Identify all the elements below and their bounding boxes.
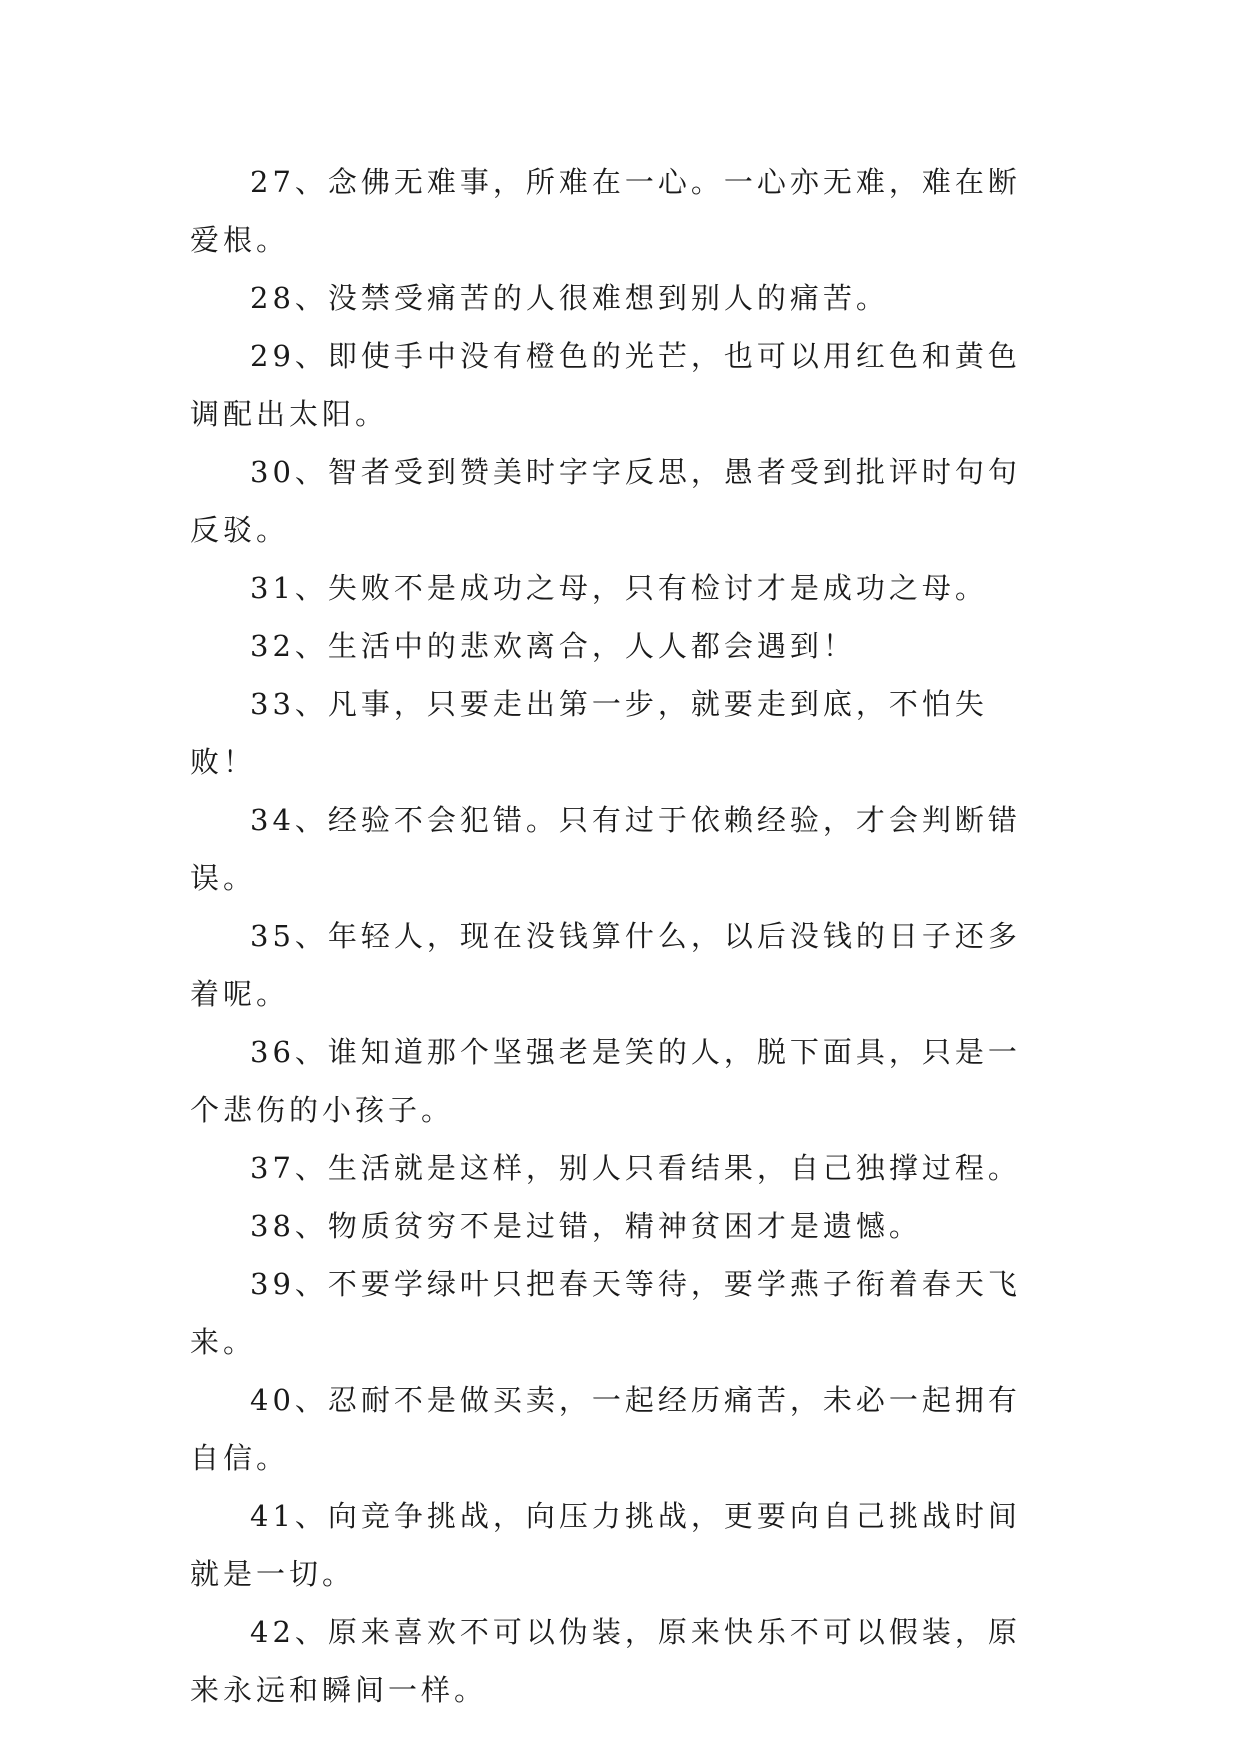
paragraph-27: 27、念佛无难事，所难在一心。一心亦无难，难在断爱根。 [190, 165, 1021, 257]
paragraph-37: 37、生活就是这样，别人只看结果，自己独撑过程。 [250, 1151, 1021, 1185]
paragraph-40: 40、忍耐不是做买卖，一起经历痛苦，未必一起拥有自信。 [190, 1383, 1021, 1475]
paragraph-38: 38、物质贫穷不是过错，精神贫困才是遗憾。 [250, 1209, 922, 1243]
paragraph-28: 28、没禁受痛苦的人很难想到别人的痛苦。 [250, 281, 889, 315]
paragraph-32: 32、生活中的悲欢离合，人人都会遇到！ [250, 629, 856, 663]
paragraph-42: 42、原来喜欢不可以伪装，原来快乐不可以假装，原来永远和瞬间一样。 [190, 1615, 1021, 1707]
paragraph-29: 29、即使手中没有橙色的光芒，也可以用红色和黄色调配出太阳。 [190, 339, 1021, 431]
paragraph-36: 36、谁知道那个坚强老是笑的人，脱下面具，只是一个悲伤的小孩子。 [190, 1035, 1021, 1127]
paragraph-39: 39、不要学绿叶只把春天等待，要学燕子衔着春天飞来。 [190, 1267, 1021, 1359]
paragraph-33: 33、凡事，只要走出第一步，就要走到底，不怕失败！ [190, 687, 988, 779]
paragraph-34: 34、经验不会犯错。只有过于依赖经验，才会判断错误。 [190, 803, 1021, 895]
paragraph-41: 41、向竞争挑战，向压力挑战，更要向自己挑战时间就是一切。 [190, 1499, 1021, 1591]
paragraph-31: 31、失败不是成功之母，只有检讨才是成功之母。 [250, 571, 988, 605]
paragraph-30: 30、智者受到赞美时字字反思，愚者受到批评时句句反驳。 [190, 455, 1021, 547]
document-body [190, 153, 1050, 1719]
paragraph-35: 35、年轻人，现在没钱算什么，以后没钱的日子还多着呢。 [190, 919, 1021, 1011]
